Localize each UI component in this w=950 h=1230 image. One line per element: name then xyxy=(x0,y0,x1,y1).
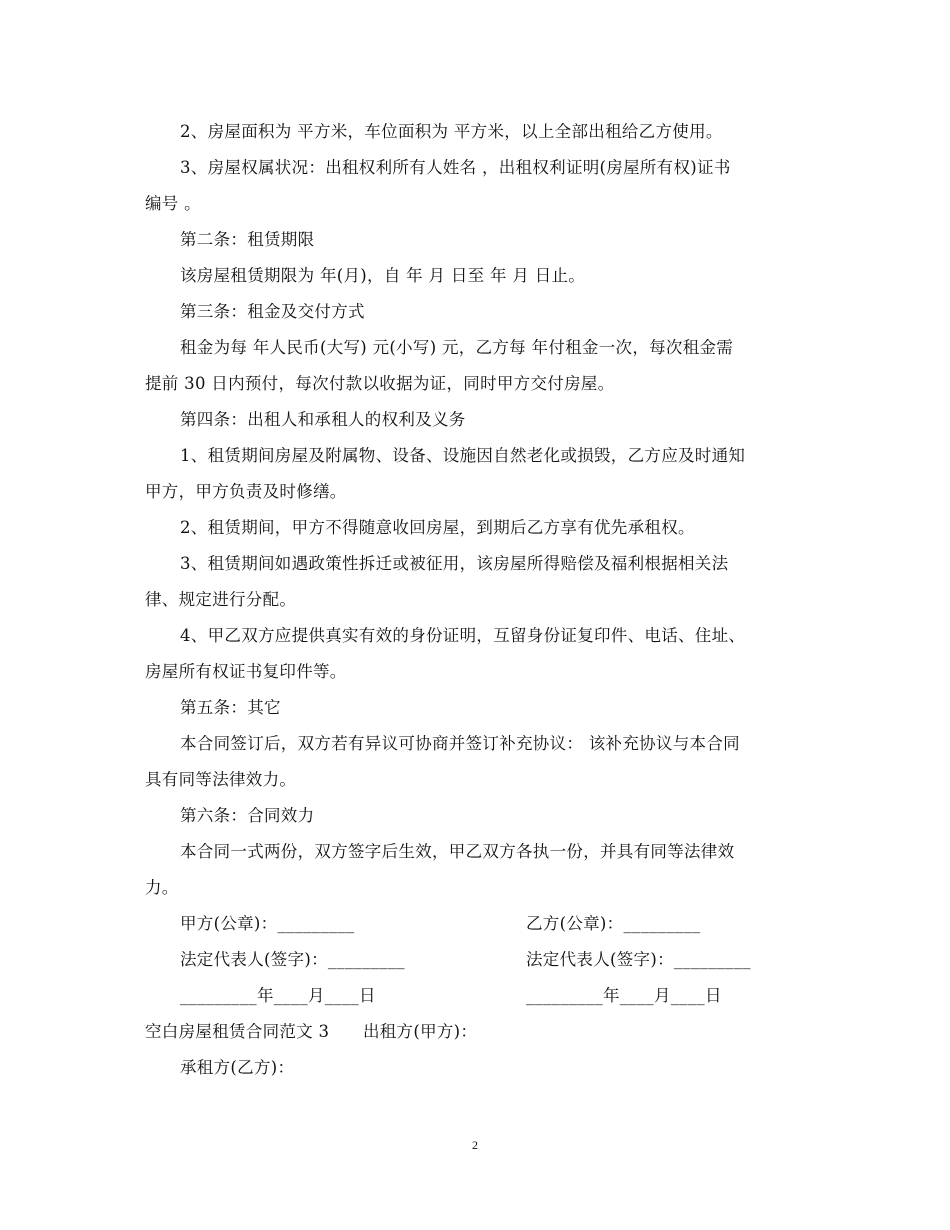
page-number: 2 xyxy=(472,1138,478,1152)
clause-1-item-3-cont: 编号 。 xyxy=(145,194,201,213)
clause-4-item-4: 4、甲乙双方应提供真实有效的身份证明，互留身份证复印件、电话、住址、 xyxy=(180,626,746,645)
clause-5-heading: 第五条：其它 xyxy=(180,698,281,717)
clause-4-item-1: 1、租赁期间房屋及附属物、设备、设施因自然老化或损毁，乙方应及时通知 xyxy=(180,446,746,465)
clause-4-item-2: 2、租赁期间，甲方不得随意收回房屋，到期后乙方享有优先承租权。 xyxy=(180,518,695,537)
clause-5-body: 本合同签订后，双方若有异议可协商并签订补充协议： 该补充协议与本合同 xyxy=(180,734,740,753)
clause-4-item-4-cont: 房屋所有权证书复印件等。 xyxy=(145,662,347,681)
party-a-representative: 法定代表人(签字)：_________ xyxy=(180,950,405,969)
clause-3-body: 租金为每 年人民币(大写) 元(小写) 元，乙方每 年付租金一次，每次租金需 xyxy=(180,338,734,357)
clause-4-item-3-cont: 律、规定进行分配。 xyxy=(145,590,297,609)
party-b-representative: 法定代表人(签字)：_________ xyxy=(526,950,751,969)
clause-1-item-2: 2、房屋面积为 平方米，车位面积为 平方米，以上全部出租给乙方使用。 xyxy=(180,122,723,141)
clause-3-heading: 第三条：租金及交付方式 xyxy=(180,302,365,321)
clause-6-heading: 第六条：合同效力 xyxy=(180,806,315,825)
clause-3-body-cont: 提前 30 日内预付，每次付款以收据为证，同时甲方交付房屋。 xyxy=(145,374,615,393)
clause-2-heading: 第二条：租赁期限 xyxy=(180,230,315,249)
clause-6-body-cont: 力。 xyxy=(145,878,179,897)
clause-4-item-1-cont: 甲方，甲方负责及时修缮。 xyxy=(145,482,347,501)
clause-4-heading: 第四条：出租人和承租人的权利及义务 xyxy=(180,410,466,429)
clause-2-body: 该房屋租赁期限为 年(月)，自 年 月 日至 年 月 日止。 xyxy=(180,266,586,285)
clause-5-body-cont: 具有同等法律效力。 xyxy=(145,770,297,789)
party-a-seal: 甲方(公章)：_________ xyxy=(180,914,355,933)
party-b-date: _________年____月____日 xyxy=(526,986,722,1005)
clause-4-item-3: 3、租赁期间如遇政策性拆迁或被征用，该房屋所得赔偿及福利根据相关法 xyxy=(180,554,729,573)
tenant-line: 承租方(乙方)： xyxy=(180,1058,295,1077)
clause-1-item-3: 3、房屋权属状况：出租权利所有人姓名 ，出租权利证明(房屋所有权)证书 xyxy=(180,158,731,177)
party-a-date: _________年____月____日 xyxy=(180,986,376,1005)
next-contract-title: 空白房屋租赁合同范文 3 出租方(甲方)： xyxy=(145,1022,478,1041)
party-b-seal: 乙方(公章)：_________ xyxy=(526,914,701,933)
clause-6-body: 本合同一式两份，双方签字后生效，甲乙双方各执一份，并具有同等法律效 xyxy=(180,842,735,861)
